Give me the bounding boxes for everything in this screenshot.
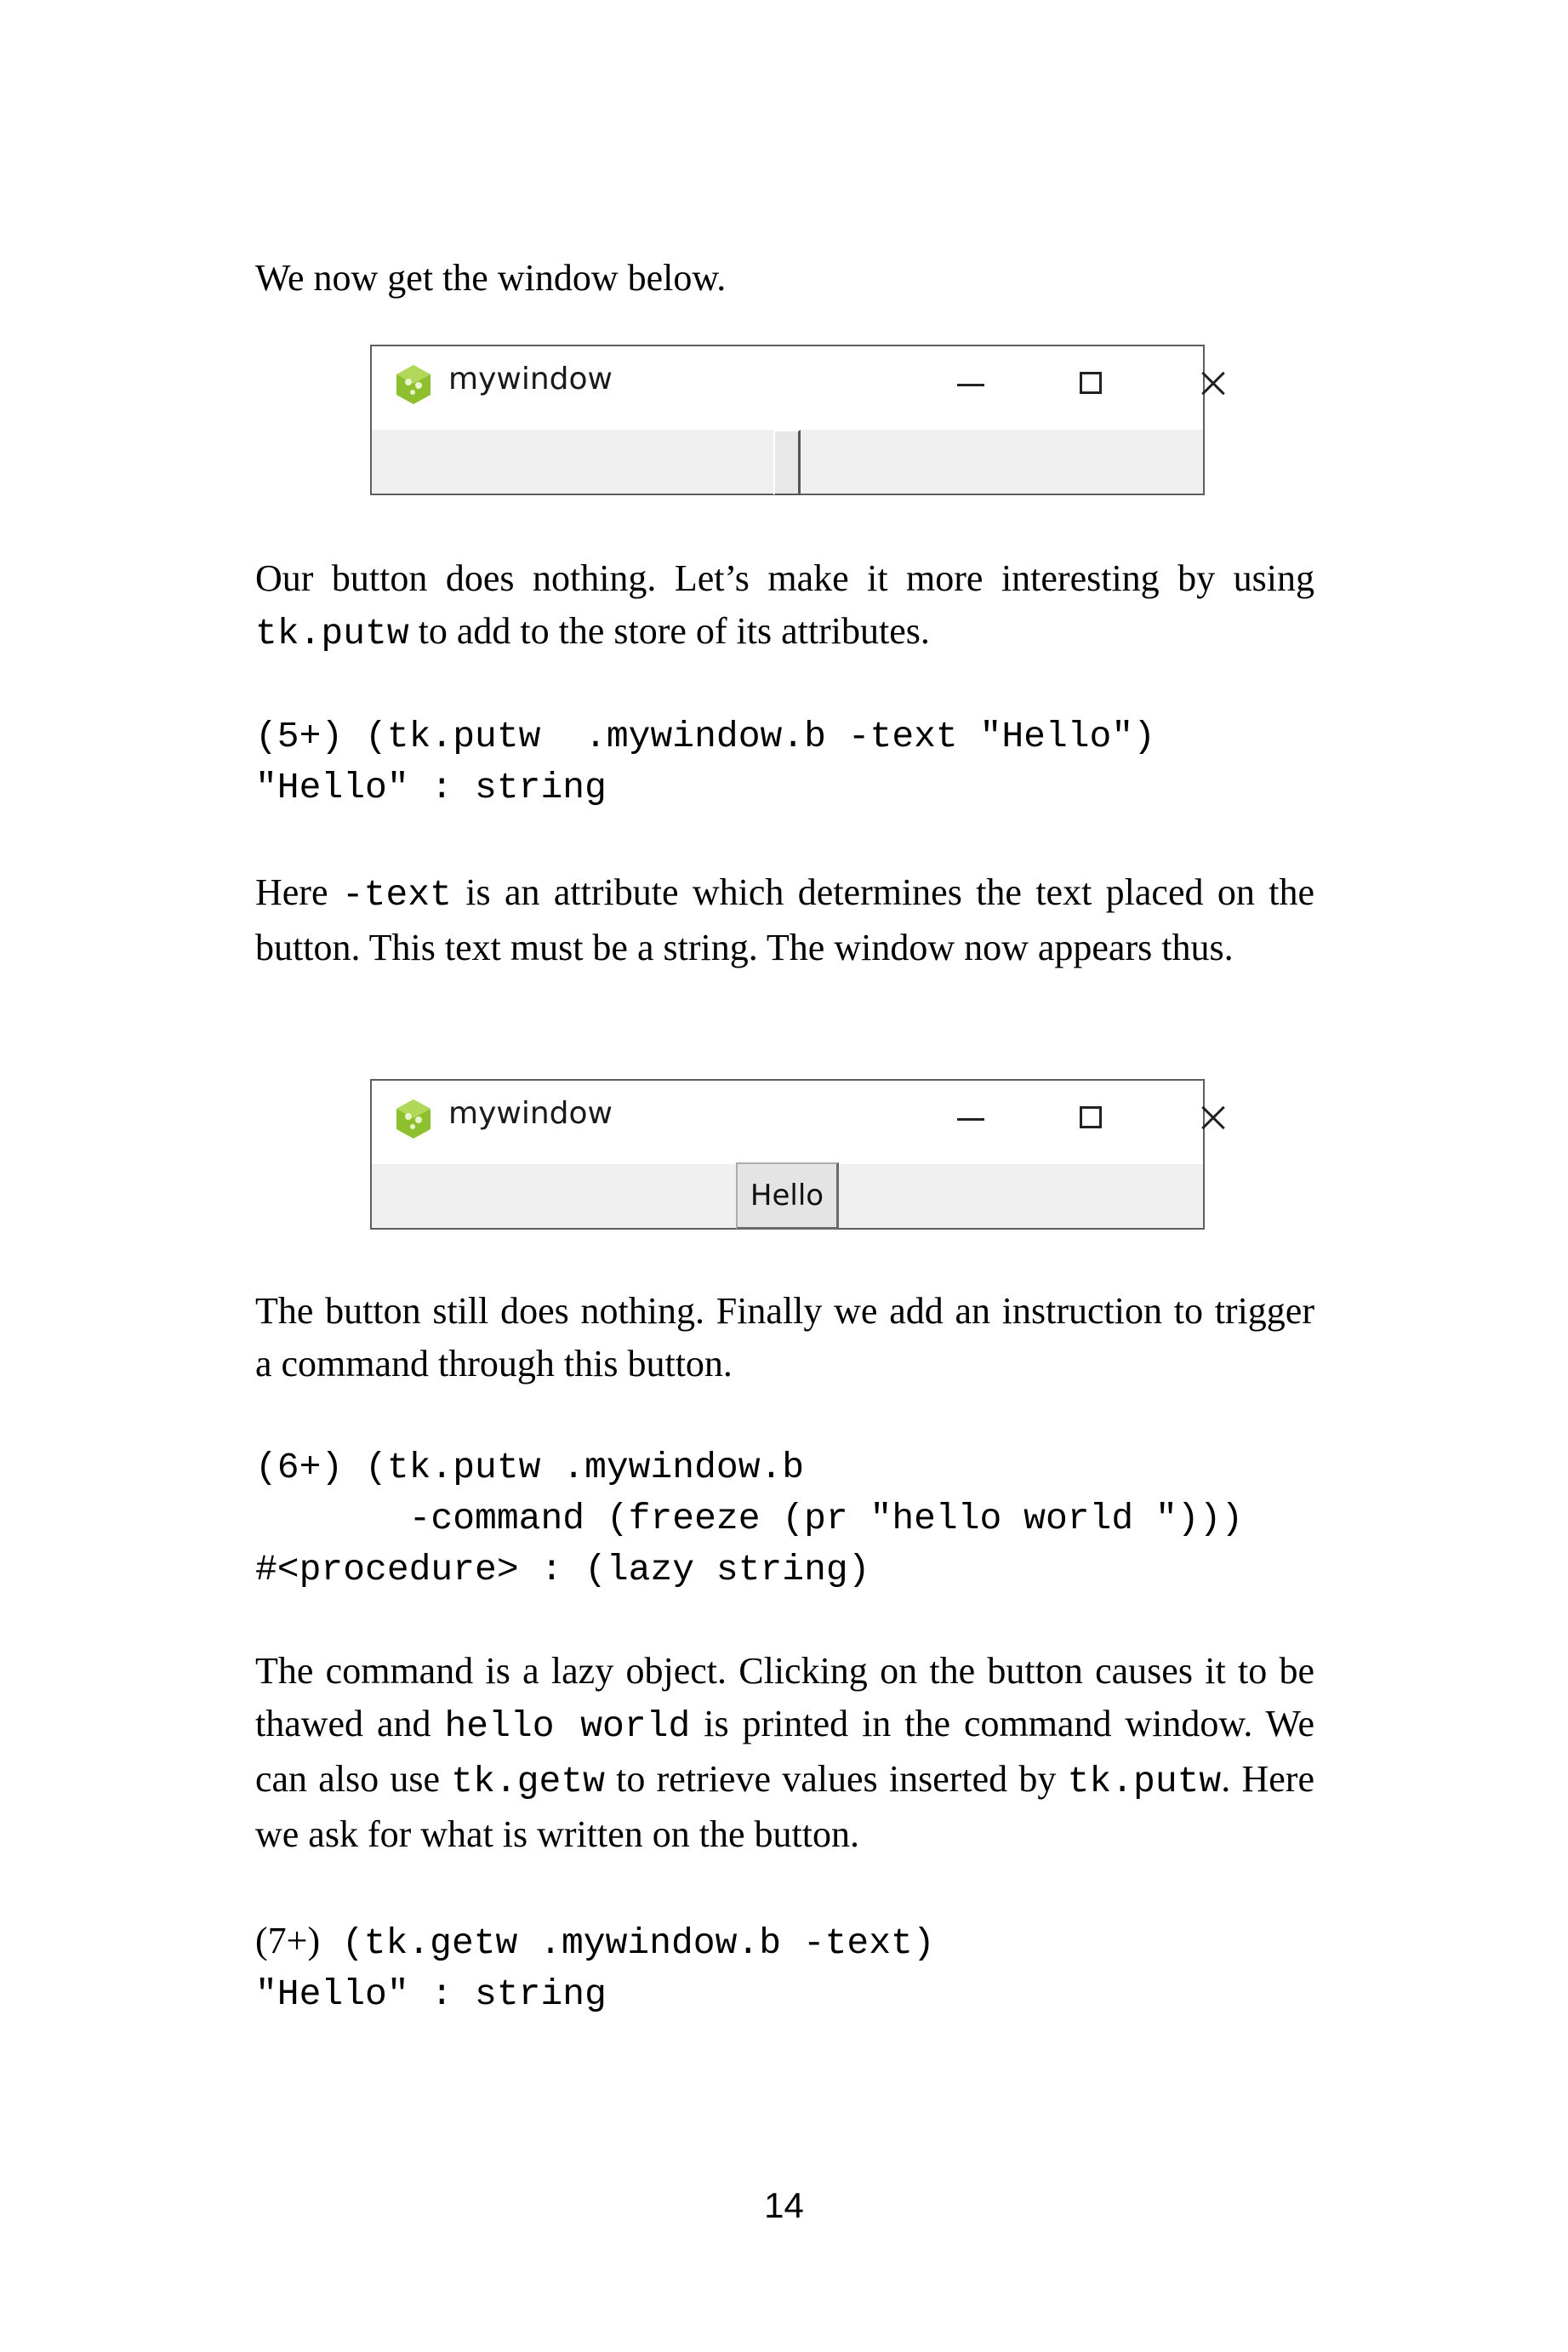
code2-line3: #<procedure> : (lazy string) (255, 1549, 870, 1590)
window-empty-button (370, 345, 1205, 495)
code-tk-getw: tk.getw (451, 1761, 605, 1802)
code-tk-putw-2: tk.putw (1067, 1761, 1222, 1802)
minimize-icon[interactable] (925, 346, 1018, 430)
code2-line1: (6+) (tk.putw .mywindow.b (255, 1447, 805, 1488)
close-icon[interactable] (1167, 346, 1261, 430)
intro-text: We now get the window below. (255, 257, 727, 299)
minimize-icon[interactable] (925, 1081, 1018, 1164)
maximize-icon[interactable] (1044, 1081, 1138, 1164)
code-text-attr: -text (341, 874, 452, 916)
code3-prompt: (7+) (255, 1920, 321, 1961)
paragraph-lazy-object (255, 1645, 1314, 1861)
maximize-icon[interactable] (1044, 346, 1138, 430)
hello-button[interactable]: Hello (736, 1162, 839, 1230)
code-block-6 (255, 1442, 1243, 1596)
code-block-5 (255, 711, 1155, 813)
code-hello-world: hello world (444, 1705, 691, 1747)
page-number: 14 (764, 2185, 804, 2225)
app-icon (394, 363, 433, 406)
code-block-7 (255, 1915, 935, 2020)
close-icon[interactable] (1167, 1081, 1261, 1164)
para4-text-1: The command is a lazy object. Clicking on the button causes it to be thawed and (255, 1650, 1314, 1744)
paragraph-command: The button still does nothing. Finally we add an instruction to trigger a command through this button. (255, 1290, 1314, 1384)
para4-text-2: is printed in the command window. We can also use (255, 1703, 1314, 1800)
para1-text-before: Our button does nothing. Let’s make it more interesting by using (255, 557, 1314, 599)
code2-line2: -command (freeze (pr "hello world "))) (255, 1498, 1244, 1539)
para4-text-3: to retrieve values inserted by (604, 1758, 1068, 1800)
code1-line1: (5+) (tk.putw .mywindow.b -text "Hello") (255, 716, 1155, 757)
window-title: mywindow (448, 1096, 613, 1131)
paragraph-putw (255, 552, 1314, 660)
para4-text-4: . Here we ask for what is written on the button. (255, 1758, 1314, 1855)
empty-button[interactable] (773, 430, 801, 495)
code-tk-putw: tk.putw (255, 613, 409, 654)
title-bar[interactable] (372, 1081, 1203, 1164)
title-bar[interactable] (372, 346, 1203, 430)
code3-line1: (tk.getw .mywindow.b -text) (320, 1922, 935, 1964)
para2-text-after: is an attribute which determines the text placed on the button. This text must be a string. The window now appears thus. (255, 871, 1314, 968)
para1-text-after: to add to the store of its attributes. (408, 610, 930, 652)
window-hello-button (370, 1079, 1205, 1230)
code3-line2: "Hello" : string (255, 1973, 607, 2015)
code1-line2: "Hello" : string (255, 767, 607, 808)
paragraph-text-attribute (255, 866, 1314, 974)
window-title: mywindow (448, 362, 613, 397)
para2-text-before: Here (255, 871, 342, 913)
app-icon (394, 1098, 433, 1140)
